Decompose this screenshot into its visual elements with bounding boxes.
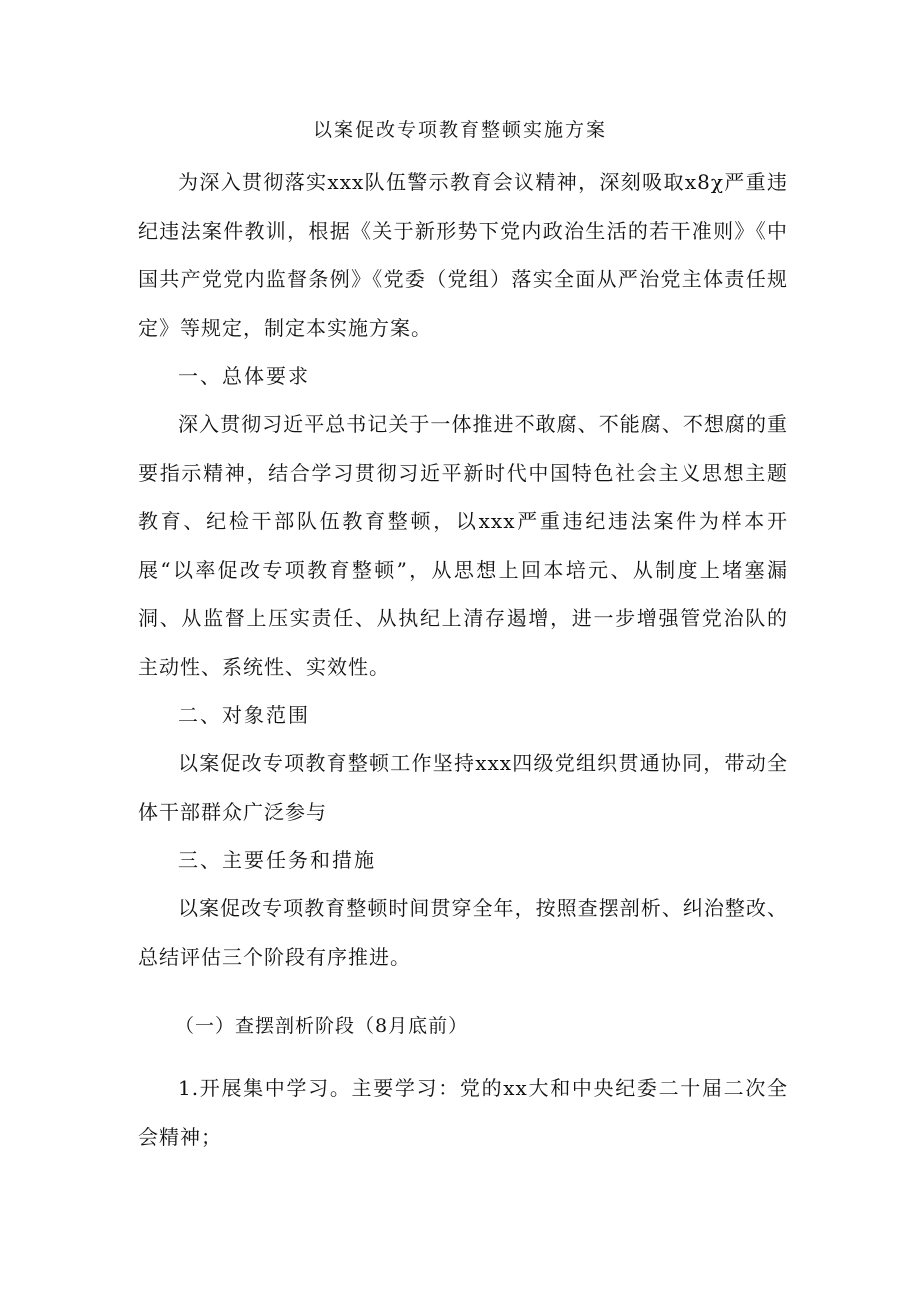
section-heading-general-requirements: 一、总体要求 — [178, 364, 310, 388]
document-title: 以案促改专项教育整顿实施方案 — [312, 119, 607, 141]
section-heading-scope: 二、对象范围 — [178, 703, 310, 727]
intro-paragraph: 为深入贯彻落实xxx队伍警示教育会议精神，深刻吸取x8χ严重违纪违法案件教训，根据《关于新形势下党内政治生活的若干准则》《中国共产党党内监督条例》《党委（党组）落实全面从严治党主体责任规定》等规定，制定本实施方案。 — [138, 170, 788, 340]
section-body-general-requirements: 深入贯彻习近平总书记关于一体推进不敢腐、不能腐、不想腐的重要指示精神，结合学习贯彻习近平新时代中国特色社会主义思想主题教育、纪检干部队伍教育整顿，以xxx严重违纪违法案件为样本开展“以率促改专项教育整顿”，从思想上回本培元、从制度上堵塞漏洞、从监督上压实责任、从执纪上清存遏增，进一步增强管党治队的主动性、系统性、实效性。 — [138, 412, 788, 679]
section-heading-tasks: 三、主要任务和措施 — [178, 848, 376, 872]
section-body-scope: 以案促改专项教育整顿工作坚持xxx四级党组织贯通协同，带动全体干部群众广泛参与 — [138, 751, 788, 824]
section-body-tasks: 以案促改专项教育整顿时间贯穿全年，按照查摆剖析、纠治整改、总结评估三个阶段有序推进。 — [138, 896, 788, 969]
list-item-study: 1.开展集中学习。主要学习：党的xx大和中央纪委二十届二次全会精神； — [138, 1076, 788, 1149]
stage-heading-review: （一）查摆剖析阶段（8月底前） — [175, 1015, 469, 1037]
